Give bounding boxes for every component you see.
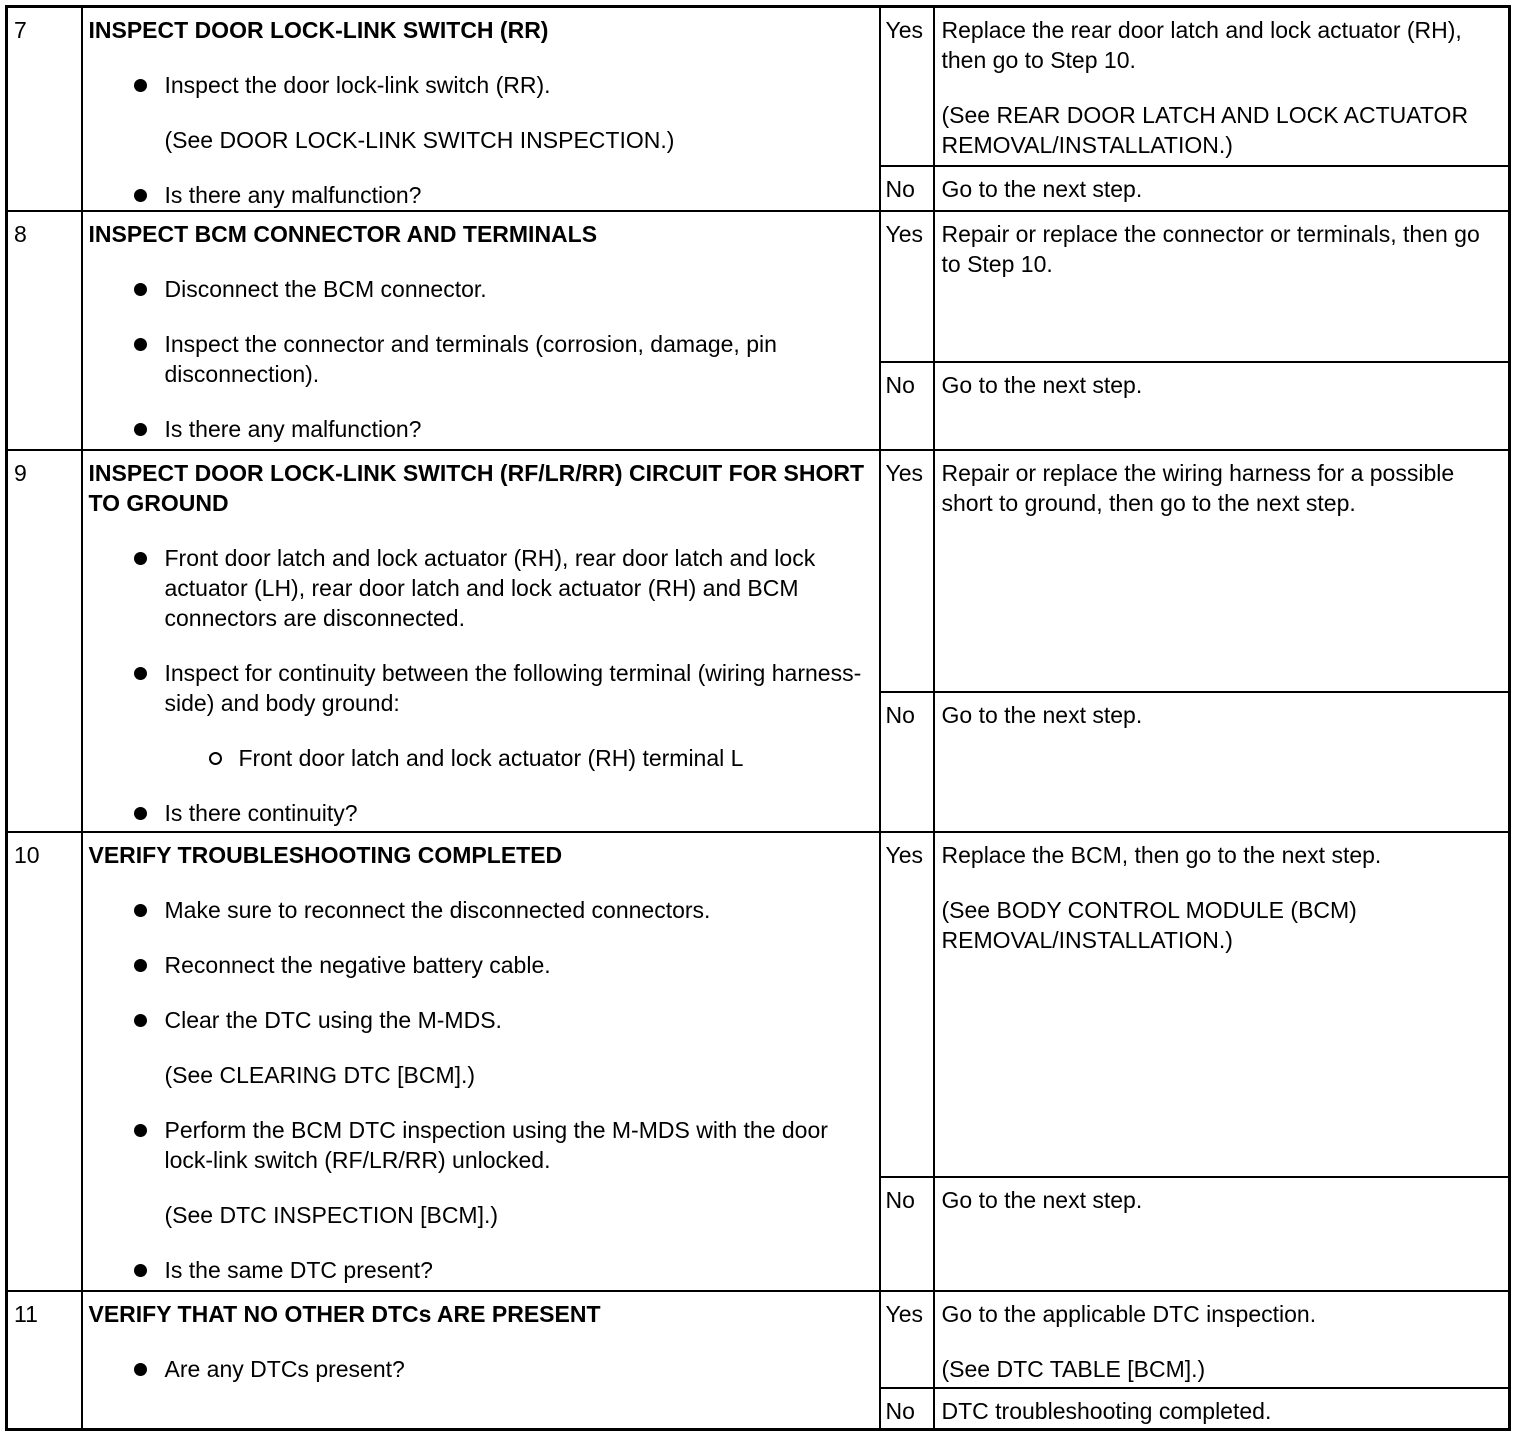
action-text: Repair or replace the connector or terminals, then go to Step 10.	[941, 221, 1480, 278]
action-no	[934, 692, 1510, 832]
reference-note: (See DTC TABLE [BCM].)	[941, 1356, 1206, 1383]
step-cell	[82, 1291, 880, 1429]
action-yes	[934, 211, 1510, 361]
bullet-item: Clear the DTC using the M-MDS.	[89, 1005, 871, 1035]
bullet-item: Inspect the door lock-link switch (RR).	[89, 70, 871, 100]
step-title: INSPECT DOOR LOCK-LINK SWITCH (RF/LR/RR) CIRCUIT FOR SHORT TO GROUND	[88, 459, 865, 516]
result-no: No	[880, 362, 934, 450]
action-text: Go to the next step.	[941, 702, 1143, 729]
step-title: INSPECT BCM CONNECTOR AND TERMINALS	[88, 221, 598, 248]
action-yes	[934, 832, 1510, 1177]
bullet-item: Make sure to reconnect the disconnected connectors.	[89, 895, 871, 925]
action-text: Go to the next step.	[941, 176, 1143, 203]
result-no: No	[880, 692, 934, 832]
action-text: Go to the next step.	[941, 1186, 1143, 1213]
step-row-10	[7, 832, 1510, 1177]
action-yes	[934, 450, 1510, 692]
reference-note: (See DOOR LOCK-LINK SWITCH INSPECTION.)	[164, 127, 675, 153]
bullet-item: Inspect for continuity between the following terminal (wiring harness-side) and body ground:	[89, 658, 871, 718]
step-cell	[82, 450, 880, 833]
action-text: Repair or replace the wiring harness for a possible short to ground, then go to the next step.	[941, 459, 1455, 516]
bullet-item: Perform the BCM DTC inspection using the M-MDS with the door lock-link switch (RF/LR/RR) unlocked.	[89, 1115, 871, 1175]
step-cell	[82, 7, 880, 212]
reference-note: (See DTC INSPECTION [BCM].)	[164, 1202, 499, 1229]
bullet-item: Is there continuity?	[89, 798, 871, 828]
result-yes: Yes	[880, 1291, 934, 1388]
action-text: DTC troubleshooting completed.	[941, 1398, 1272, 1425]
action-no	[934, 166, 1510, 211]
action-text: Replace the rear door latch and lock actuator (RH), then go to Step 10.	[941, 17, 1462, 73]
step-cell	[82, 211, 880, 449]
step-title: VERIFY TROUBLESHOOTING COMPLETED	[88, 842, 563, 869]
bullet-item: Inspect the connector and terminals (corrosion, damage, pin disconnection).	[89, 329, 871, 389]
action-yes	[934, 7, 1510, 167]
bullet-item: Disconnect the BCM connector.	[89, 274, 871, 304]
step-title: INSPECT DOOR LOCK-LINK SWITCH (RR)	[88, 17, 549, 43]
result-no: No	[880, 1177, 934, 1291]
bullet-item: Front door latch and lock actuator (RH), rear door latch and lock actuator (LH), rear door latch and lock actuator (RH) and BCM connectors are disconnected.	[89, 543, 871, 633]
bullet-item: Is the same DTC present?	[89, 1255, 871, 1285]
action-text: Go to the next step.	[941, 371, 1143, 398]
step-number: 7	[7, 7, 82, 212]
action-yes	[934, 1291, 1510, 1388]
step-row-7	[7, 7, 1510, 167]
step-cell	[82, 832, 880, 1291]
result-yes: Yes	[880, 450, 934, 692]
action-no	[934, 362, 1510, 450]
bullet-item: Reconnect the negative battery cable.	[89, 950, 871, 980]
reference-note: (See REAR DOOR LATCH AND LOCK ACTUATOR REMOVAL/INSTALLATION.)	[941, 102, 1469, 158]
action-text: Replace the BCM, then go to the next step.	[941, 842, 1382, 869]
sub-bullet-item: Front door latch and lock actuator (RH) terminal L	[89, 743, 871, 773]
result-yes: Yes	[880, 832, 934, 1177]
step-number: 11	[7, 1291, 82, 1429]
step-number: 10	[7, 832, 82, 1291]
step-row-8	[7, 211, 1510, 361]
bullet-item: Is there any malfunction?	[89, 180, 871, 210]
step-number: 9	[7, 450, 82, 833]
action-no	[934, 1177, 1510, 1291]
step-title: VERIFY THAT NO OTHER DTCs ARE PRESENT	[88, 1301, 601, 1328]
reference-note: (See CLEARING DTC [BCM].)	[164, 1062, 476, 1089]
bullet-item: Is there any malfunction?	[89, 414, 871, 444]
action-text: Go to the applicable DTC inspection.	[941, 1301, 1317, 1328]
step-row-11	[7, 1291, 1510, 1388]
result-yes: Yes	[880, 7, 934, 167]
result-no: No	[880, 166, 934, 211]
step-number: 8	[7, 211, 82, 449]
bullet-item: Are any DTCs present?	[89, 1354, 871, 1384]
result-yes: Yes	[880, 211, 934, 361]
troubleshooting-table	[5, 5, 1511, 1431]
action-no	[934, 1388, 1510, 1429]
step-row-9	[7, 450, 1510, 692]
result-no: No	[880, 1388, 934, 1429]
reference-note: (See BODY CONTROL MODULE (BCM) REMOVAL/INSTALLATION.)	[941, 897, 1357, 954]
